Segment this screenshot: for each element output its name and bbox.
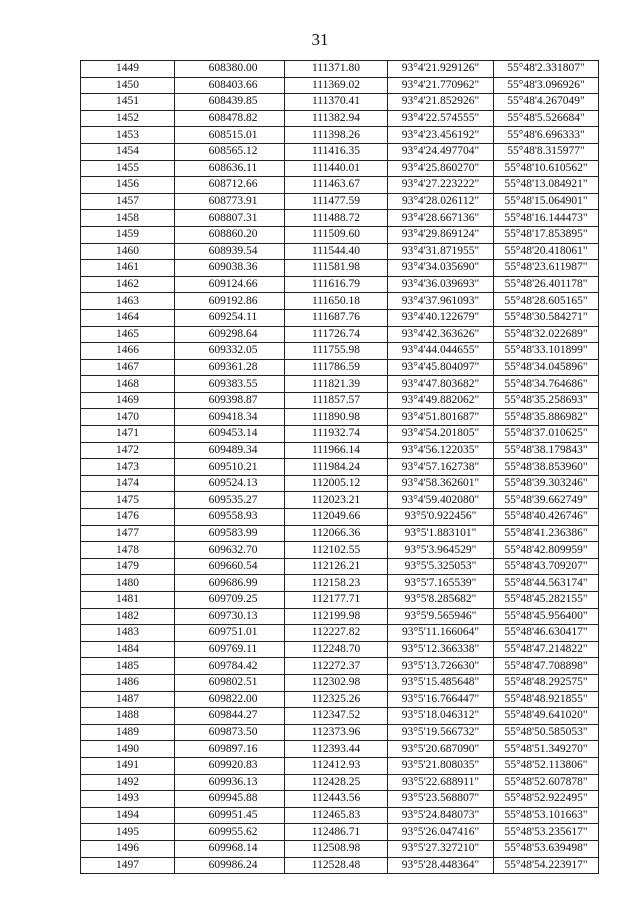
point-number-cell: 1466 [81,343,175,360]
latitude-cell: 55°48'48.921855" [494,691,599,708]
y-coordinate-cell: 111463.67 [285,177,388,194]
y-coordinate-cell: 112412.93 [285,757,388,774]
x-coordinate-cell: 609510.21 [175,459,285,476]
x-coordinate-cell: 609822.00 [175,691,285,708]
y-coordinate-cell: 111440.01 [285,160,388,177]
y-coordinate-cell: 112199.98 [285,608,388,625]
y-coordinate-cell: 112102.55 [285,542,388,559]
longitude-cell: 93°4'28.667136" [388,210,494,227]
longitude-cell: 93°4'57.162738" [388,459,494,476]
y-coordinate-cell: 112465.83 [285,807,388,824]
longitude-cell: 93°5'26.047416" [388,824,494,841]
latitude-cell: 55°48'35.886982" [494,409,599,426]
point-number-cell: 1450 [81,77,175,94]
table-row [81,807,599,824]
x-coordinate-cell: 609955.62 [175,824,285,841]
x-coordinate-cell: 609124.66 [175,276,285,293]
point-number-cell: 1476 [81,509,175,526]
point-number-cell: 1483 [81,625,175,642]
x-coordinate-cell: 609660.54 [175,558,285,575]
x-coordinate-cell: 609784.42 [175,658,285,675]
y-coordinate-cell: 111382.94 [285,110,388,127]
longitude-cell: 93°5'19.566732" [388,724,494,741]
y-coordinate-cell: 111890.98 [285,409,388,426]
latitude-cell: 55°48'35.258693" [494,392,599,409]
x-coordinate-cell: 608807.31 [175,210,285,227]
x-coordinate-cell: 608403.66 [175,77,285,94]
longitude-cell: 93°5'24.848073" [388,807,494,824]
latitude-cell: 55°48'42.809959" [494,542,599,559]
table-row [81,160,599,177]
x-coordinate-cell: 609968.14 [175,840,285,857]
x-coordinate-cell: 609254.11 [175,309,285,326]
x-coordinate-cell: 609398.87 [175,392,285,409]
point-number-cell: 1464 [81,309,175,326]
x-coordinate-cell: 609192.86 [175,293,285,310]
latitude-cell: 55°48'53.235617" [494,824,599,841]
latitude-cell: 55°48'40.426746" [494,509,599,526]
longitude-cell: 93°4'40.122679" [388,309,494,326]
point-number-cell: 1460 [81,243,175,260]
table-row [81,276,599,293]
table-row [81,824,599,841]
table-row [81,110,599,127]
table-row [81,459,599,476]
y-coordinate-cell: 111755.98 [285,343,388,360]
latitude-cell: 55°48'39.662749" [494,492,599,509]
coordinates-table [80,60,599,874]
table-row [81,625,599,642]
table-row [81,243,599,260]
point-number-cell: 1485 [81,658,175,675]
longitude-cell: 93°4'54.201805" [388,426,494,443]
x-coordinate-cell: 609418.34 [175,409,285,426]
y-coordinate-cell: 111857.57 [285,392,388,409]
x-coordinate-cell: 609332.05 [175,343,285,360]
y-coordinate-cell: 112126.21 [285,558,388,575]
latitude-cell: 55°48'45.956400" [494,608,599,625]
longitude-cell: 93°4'37.961093" [388,293,494,310]
x-coordinate-cell: 609951.45 [175,807,285,824]
x-coordinate-cell: 609524.13 [175,475,285,492]
latitude-cell: 55°48'53.101663" [494,807,599,824]
table-row [81,674,599,691]
x-coordinate-cell: 609038.36 [175,260,285,277]
point-number-cell: 1459 [81,226,175,243]
y-coordinate-cell: 111821.39 [285,376,388,393]
point-number-cell: 1490 [81,741,175,758]
point-number-cell: 1467 [81,359,175,376]
latitude-cell: 55°48'47.708898" [494,658,599,675]
table-row [81,641,599,658]
table-row [81,492,599,509]
longitude-cell: 93°4'36.039693" [388,276,494,293]
point-number-cell: 1457 [81,193,175,210]
y-coordinate-cell: 112005.12 [285,475,388,492]
x-coordinate-cell: 609986.24 [175,857,285,874]
x-coordinate-cell: 608478.82 [175,110,285,127]
table-row [81,193,599,210]
y-coordinate-cell: 112177.71 [285,592,388,609]
table-row [81,542,599,559]
longitude-cell: 93°5'5.325053" [388,558,494,575]
table-row [81,210,599,227]
table-row [81,857,599,874]
latitude-cell: 55°48'50.585053" [494,724,599,741]
point-number-cell: 1482 [81,608,175,625]
x-coordinate-cell: 609802.51 [175,674,285,691]
longitude-cell: 93°5'16.766447" [388,691,494,708]
x-coordinate-cell: 609844.27 [175,708,285,725]
x-coordinate-cell: 609945.88 [175,791,285,808]
x-coordinate-cell: 608939.54 [175,243,285,260]
latitude-cell: 55°48'45.282155" [494,592,599,609]
table-row [81,343,599,360]
y-coordinate-cell: 111371.80 [285,61,388,78]
latitude-cell: 55°48'28.605165" [494,293,599,310]
longitude-cell: 93°5'0.922456" [388,509,494,526]
y-coordinate-cell: 112227.82 [285,625,388,642]
point-number-cell: 1489 [81,724,175,741]
point-number-cell: 1473 [81,459,175,476]
longitude-cell: 93°5'13.726630" [388,658,494,675]
table-row [81,309,599,326]
point-number-cell: 1455 [81,160,175,177]
longitude-cell: 93°4'21.852926" [388,94,494,111]
table-row [81,608,599,625]
point-number-cell: 1487 [81,691,175,708]
longitude-cell: 93°4'59.402080" [388,492,494,509]
table-row [81,376,599,393]
longitude-cell: 93°5'9.565946" [388,608,494,625]
latitude-cell: 55°48'47.214822" [494,641,599,658]
point-number-cell: 1486 [81,674,175,691]
longitude-cell: 93°4'24.497704" [388,143,494,160]
table-row [81,791,599,808]
longitude-cell: 93°4'45.804097" [388,359,494,376]
x-coordinate-cell: 608712.66 [175,177,285,194]
x-coordinate-cell: 609489.34 [175,442,285,459]
latitude-cell: 55°48'52.113806" [494,757,599,774]
longitude-cell: 93°4'47.803682" [388,376,494,393]
point-number-cell: 1477 [81,525,175,542]
x-coordinate-cell: 608773.91 [175,193,285,210]
longitude-cell: 93°4'58.362601" [388,475,494,492]
latitude-cell: 55°48'38.853960" [494,459,599,476]
longitude-cell: 93°4'44.044655" [388,343,494,360]
latitude-cell: 55°48'3.096926" [494,77,599,94]
latitude-cell: 55°48'49.641020" [494,708,599,725]
latitude-cell: 55°48'5.526684" [494,110,599,127]
y-coordinate-cell: 111398.26 [285,127,388,144]
latitude-cell: 55°48'48.292575" [494,674,599,691]
point-number-cell: 1481 [81,592,175,609]
point-number-cell: 1452 [81,110,175,127]
latitude-cell: 55°48'15.064901" [494,193,599,210]
longitude-cell: 93°5'21.808035" [388,757,494,774]
x-coordinate-cell: 609298.64 [175,326,285,343]
table-row [81,392,599,409]
table-row [81,226,599,243]
longitude-cell: 93°4'29.869124" [388,226,494,243]
table-row [81,177,599,194]
table-row [81,409,599,426]
y-coordinate-cell: 112272.37 [285,658,388,675]
latitude-cell: 55°48'30.584271" [494,309,599,326]
x-coordinate-cell: 609535.27 [175,492,285,509]
latitude-cell: 55°48'32.022689" [494,326,599,343]
y-coordinate-cell: 112158.23 [285,575,388,592]
y-coordinate-cell: 112528.48 [285,857,388,874]
y-coordinate-cell: 111650.18 [285,293,388,310]
longitude-cell: 93°5'12.366338" [388,641,494,658]
table-row [81,592,599,609]
latitude-cell: 55°48'23.611987" [494,260,599,277]
y-coordinate-cell: 112066.36 [285,525,388,542]
x-coordinate-cell: 609558.93 [175,509,285,526]
point-number-cell: 1469 [81,392,175,409]
latitude-cell: 55°48'54.223917" [494,857,599,874]
point-number-cell: 1494 [81,807,175,824]
point-number-cell: 1484 [81,641,175,658]
point-number-cell: 1470 [81,409,175,426]
point-number-cell: 1495 [81,824,175,841]
latitude-cell: 55°48'52.607878" [494,774,599,791]
table-row [81,774,599,791]
latitude-cell: 55°48'51.349270" [494,741,599,758]
latitude-cell: 55°48'8.315977" [494,143,599,160]
table-row [81,757,599,774]
point-number-cell: 1488 [81,708,175,725]
x-coordinate-cell: 608380.00 [175,61,285,78]
longitude-cell: 93°4'25.860270" [388,160,494,177]
table-row [81,293,599,310]
latitude-cell: 55°48'10.610562" [494,160,599,177]
y-coordinate-cell: 111544.40 [285,243,388,260]
y-coordinate-cell: 112486.71 [285,824,388,841]
longitude-cell: 93°5'8.285682" [388,592,494,609]
longitude-cell: 93°5'15.485648" [388,674,494,691]
latitude-cell: 55°48'46.630417" [494,625,599,642]
longitude-cell: 93°4'42.363626" [388,326,494,343]
longitude-cell: 93°4'49.882062" [388,392,494,409]
point-number-cell: 1480 [81,575,175,592]
latitude-cell: 55°48'53.639498" [494,840,599,857]
y-coordinate-cell: 111477.59 [285,193,388,210]
table-row [81,741,599,758]
y-coordinate-cell: 112325.26 [285,691,388,708]
point-number-cell: 1493 [81,791,175,808]
latitude-cell: 55°48'44.563174" [494,575,599,592]
y-coordinate-cell: 111509.60 [285,226,388,243]
table-row [81,691,599,708]
point-number-cell: 1449 [81,61,175,78]
table-row [81,840,599,857]
table-row [81,359,599,376]
longitude-cell: 93°4'56.122035" [388,442,494,459]
latitude-cell: 55°48'13.084921" [494,177,599,194]
y-coordinate-cell: 112373.96 [285,724,388,741]
latitude-cell: 55°48'34.045896" [494,359,599,376]
point-number-cell: 1453 [81,127,175,144]
longitude-cell: 93°5'18.046312" [388,708,494,725]
latitude-cell: 55°48'34.764686" [494,376,599,393]
longitude-cell: 93°5'20.687090" [388,741,494,758]
table-row [81,61,599,78]
longitude-cell: 93°4'27.223222" [388,177,494,194]
latitude-cell: 55°48'4.267049" [494,94,599,111]
point-number-cell: 1496 [81,840,175,857]
y-coordinate-cell: 111932.74 [285,426,388,443]
x-coordinate-cell: 609686.99 [175,575,285,592]
x-coordinate-cell: 609632.70 [175,542,285,559]
longitude-cell: 93°5'11.166064" [388,625,494,642]
latitude-cell: 55°48'20.418061" [494,243,599,260]
latitude-cell: 55°48'26.401178" [494,276,599,293]
x-coordinate-cell: 609873.50 [175,724,285,741]
latitude-cell: 55°48'41.236386" [494,525,599,542]
table-row [81,475,599,492]
longitude-cell: 93°4'21.929126" [388,61,494,78]
longitude-cell: 93°4'21.770962" [388,77,494,94]
latitude-cell: 55°48'17.853895" [494,226,599,243]
y-coordinate-cell: 111488.72 [285,210,388,227]
longitude-cell: 93°4'28.026112" [388,193,494,210]
point-number-cell: 1471 [81,426,175,443]
table-row [81,143,599,160]
coordinates-table-body [81,61,599,874]
table-row [81,77,599,94]
longitude-cell: 93°4'23.456192" [388,127,494,144]
longitude-cell: 93°5'23.568807" [388,791,494,808]
point-number-cell: 1468 [81,376,175,393]
y-coordinate-cell: 112347.52 [285,708,388,725]
x-coordinate-cell: 609769.11 [175,641,285,658]
table-row [81,442,599,459]
longitude-cell: 93°5'3.964529" [388,542,494,559]
y-coordinate-cell: 111416.35 [285,143,388,160]
x-coordinate-cell: 609751.01 [175,625,285,642]
point-number-cell: 1454 [81,143,175,160]
point-number-cell: 1461 [81,260,175,277]
table-row [81,724,599,741]
y-coordinate-cell: 112428.25 [285,774,388,791]
y-coordinate-cell: 112393.44 [285,741,388,758]
point-number-cell: 1492 [81,774,175,791]
longitude-cell: 93°5'1.883101" [388,525,494,542]
x-coordinate-cell: 609936.13 [175,774,285,791]
x-coordinate-cell: 609583.99 [175,525,285,542]
table-row [81,558,599,575]
longitude-cell: 93°5'7.165539" [388,575,494,592]
longitude-cell: 93°5'28.448364" [388,857,494,874]
y-coordinate-cell: 112443.56 [285,791,388,808]
table-row [81,326,599,343]
x-coordinate-cell: 609709.25 [175,592,285,609]
x-coordinate-cell: 609920.83 [175,757,285,774]
y-coordinate-cell: 112248.70 [285,641,388,658]
table-row [81,708,599,725]
point-number-cell: 1463 [81,293,175,310]
y-coordinate-cell: 111786.59 [285,359,388,376]
y-coordinate-cell: 111966.14 [285,442,388,459]
y-coordinate-cell: 111581.98 [285,260,388,277]
point-number-cell: 1465 [81,326,175,343]
page-number: 31 [311,30,329,49]
table-row [81,658,599,675]
longitude-cell: 93°5'27.327210" [388,840,494,857]
table-row [81,260,599,277]
point-number-cell: 1474 [81,475,175,492]
y-coordinate-cell: 111687.76 [285,309,388,326]
x-coordinate-cell: 609730.13 [175,608,285,625]
longitude-cell: 93°5'22.688911" [388,774,494,791]
table-row [81,94,599,111]
point-number-cell: 1472 [81,442,175,459]
point-number-cell: 1451 [81,94,175,111]
y-coordinate-cell: 111984.24 [285,459,388,476]
y-coordinate-cell: 111726.74 [285,326,388,343]
latitude-cell: 55°48'6.696333" [494,127,599,144]
longitude-cell: 93°4'31.871955" [388,243,494,260]
point-number-cell: 1491 [81,757,175,774]
table-row [81,525,599,542]
y-coordinate-cell: 112023.21 [285,492,388,509]
table-row [81,575,599,592]
point-number-cell: 1478 [81,542,175,559]
y-coordinate-cell: 111369.02 [285,77,388,94]
x-coordinate-cell: 608439.85 [175,94,285,111]
y-coordinate-cell: 112302.98 [285,674,388,691]
x-coordinate-cell: 609361.28 [175,359,285,376]
table-row [81,426,599,443]
table-row [81,127,599,144]
y-coordinate-cell: 112049.66 [285,509,388,526]
x-coordinate-cell: 609897.16 [175,741,285,758]
point-number-cell: 1458 [81,210,175,227]
latitude-cell: 55°48'2.331807" [494,61,599,78]
point-number-cell: 1456 [81,177,175,194]
point-number-cell: 1475 [81,492,175,509]
table-row [81,509,599,526]
point-number-cell: 1497 [81,857,175,874]
x-coordinate-cell: 608860.20 [175,226,285,243]
x-coordinate-cell: 608636.11 [175,160,285,177]
latitude-cell: 55°48'33.101899" [494,343,599,360]
y-coordinate-cell: 111616.79 [285,276,388,293]
y-coordinate-cell: 111370.41 [285,94,388,111]
latitude-cell: 55°48'52.922495" [494,791,599,808]
latitude-cell: 55°48'37.010625" [494,426,599,443]
longitude-cell: 93°4'34.035690" [388,260,494,277]
latitude-cell: 55°48'16.144473" [494,210,599,227]
latitude-cell: 55°48'38.179843" [494,442,599,459]
longitude-cell: 93°4'51.801687" [388,409,494,426]
point-number-cell: 1479 [81,558,175,575]
x-coordinate-cell: 609383.55 [175,376,285,393]
x-coordinate-cell: 609453.14 [175,426,285,443]
point-number-cell: 1462 [81,276,175,293]
latitude-cell: 55°48'43.709207" [494,558,599,575]
x-coordinate-cell: 608515.01 [175,127,285,144]
latitude-cell: 55°48'39.303246" [494,475,599,492]
longitude-cell: 93°4'22.574555" [388,110,494,127]
x-coordinate-cell: 608565.12 [175,143,285,160]
y-coordinate-cell: 112508.98 [285,840,388,857]
